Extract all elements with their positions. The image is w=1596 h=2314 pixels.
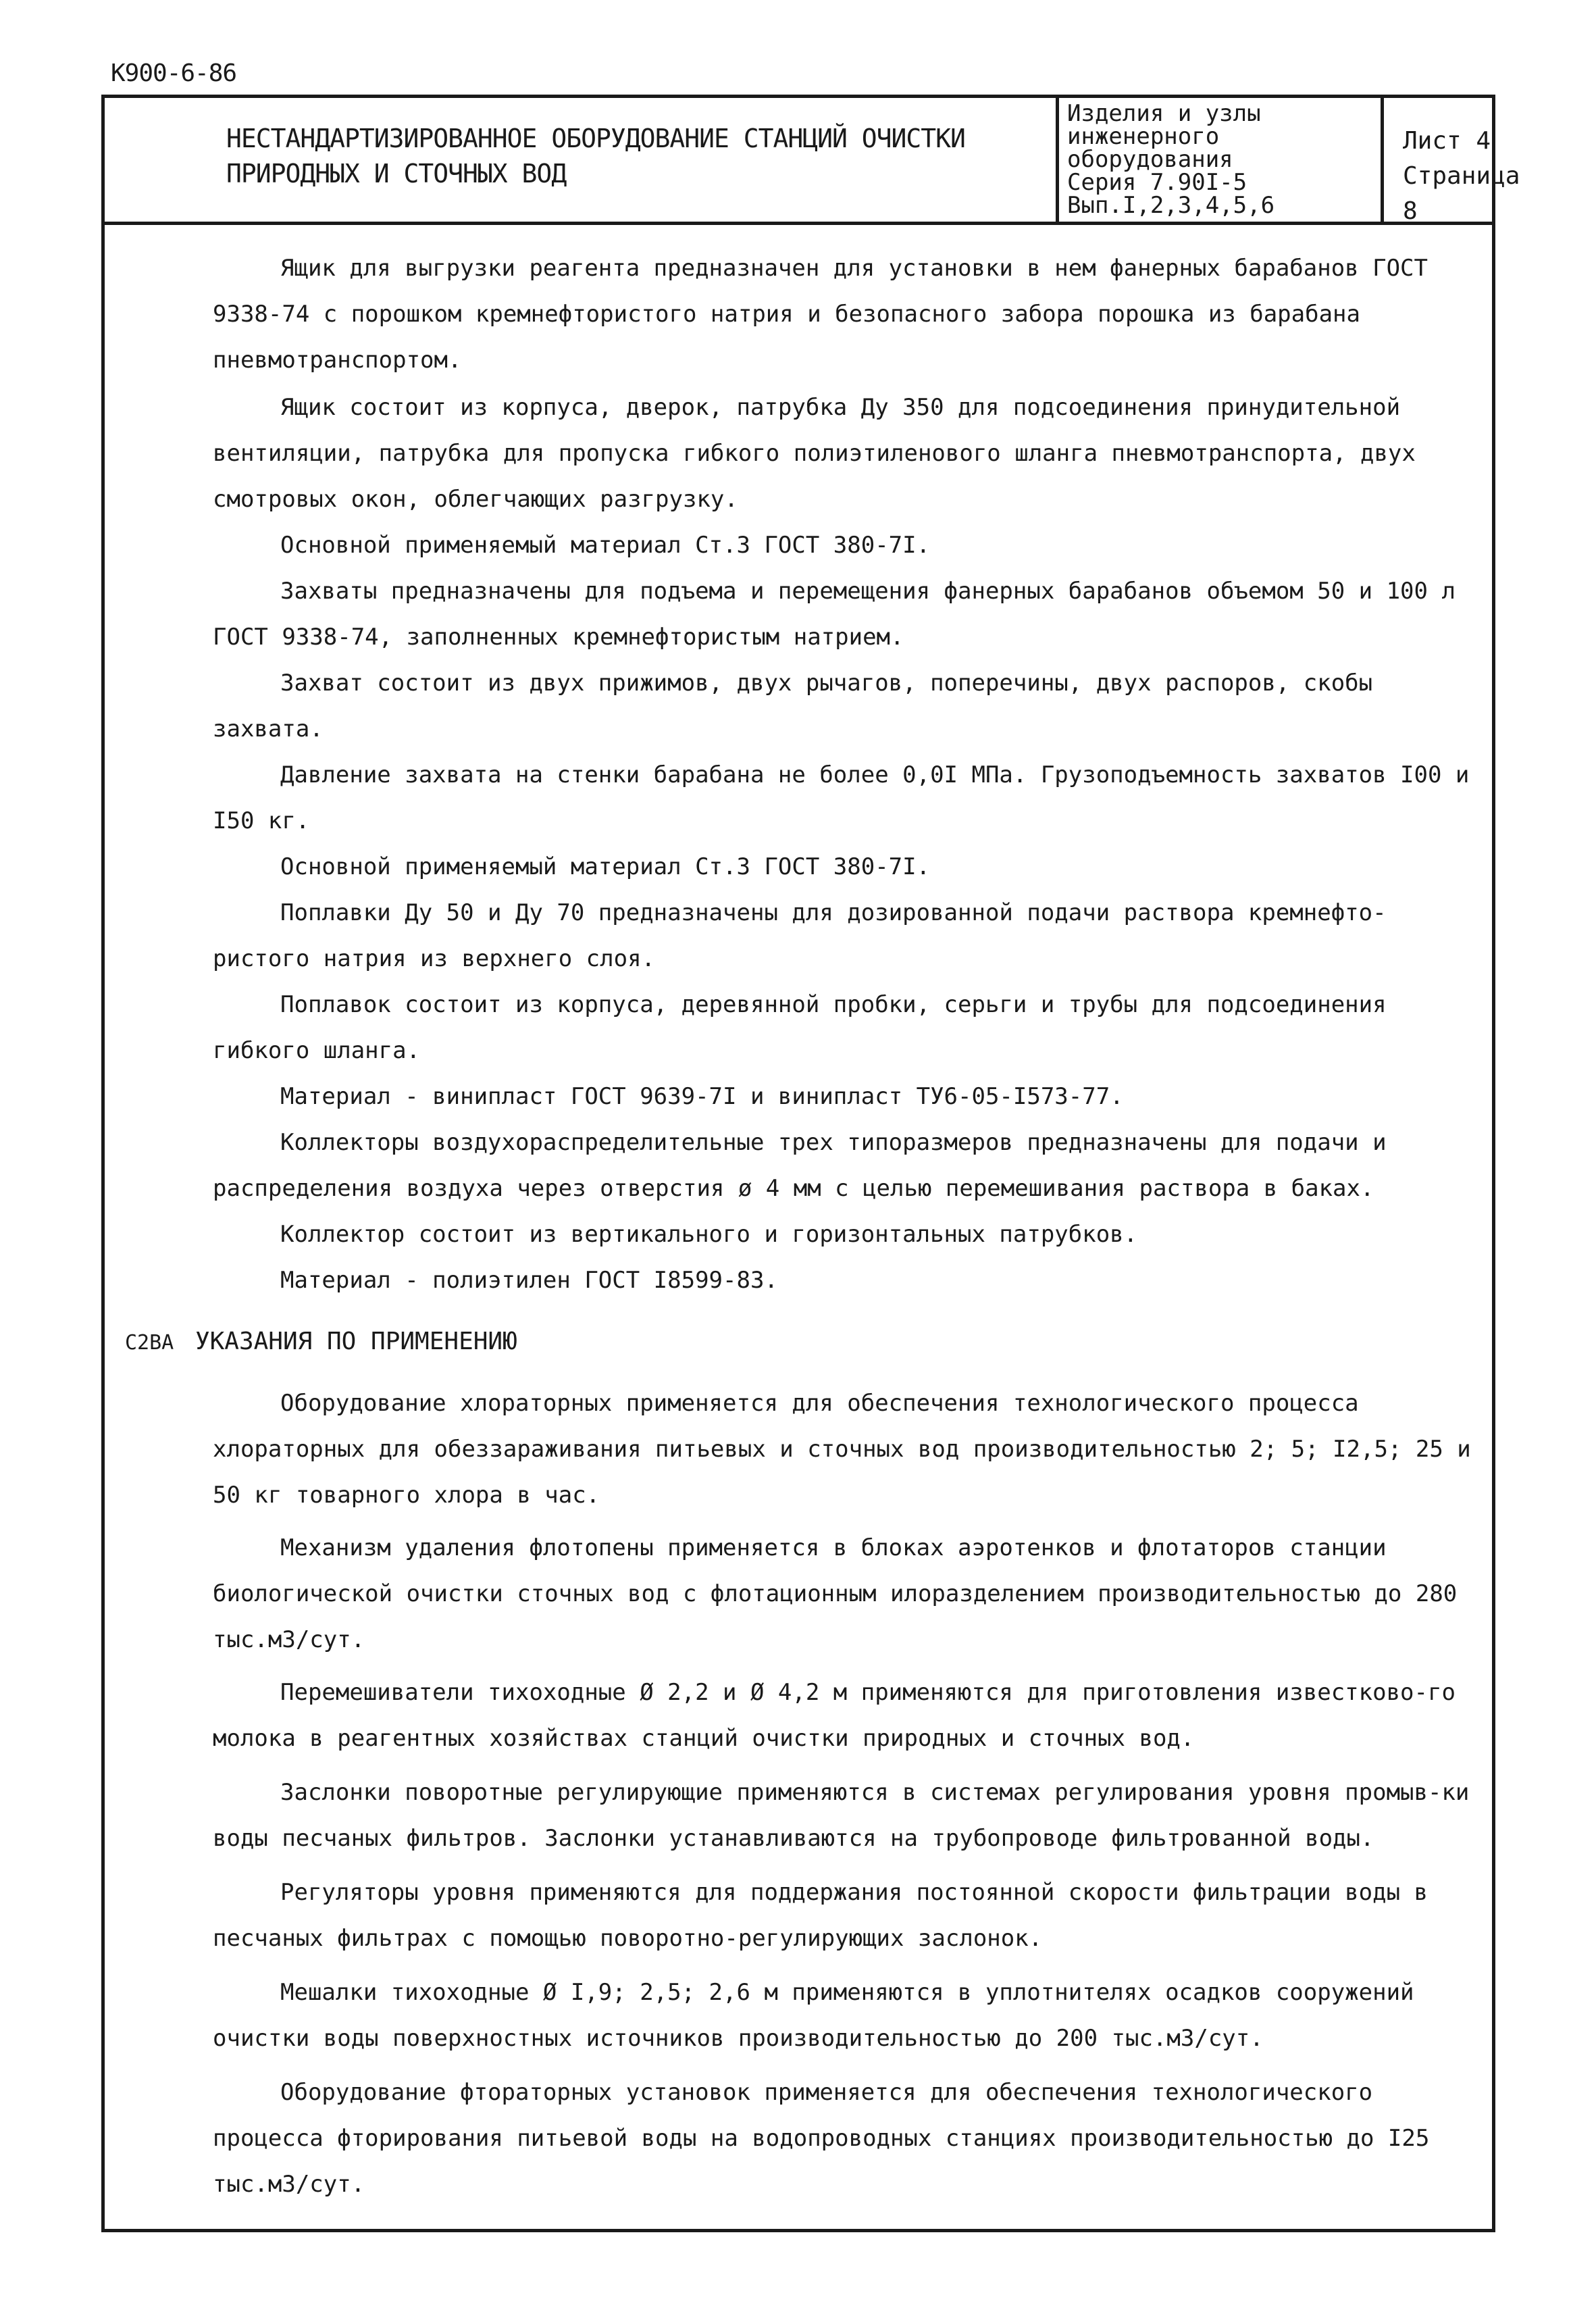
section-title: УКАЗАНИЯ ПО ПРИМЕНЕНИЮ: [195, 1328, 517, 1355]
paragraph: Основной применяемый материал Ст.3 ГОСТ 380-7I.: [280, 853, 931, 880]
paragraph: Ящик состоит из корпуса, дверок, патрубка Ду 350 для подсоединения принудительной вентиляции, патрубка для пропуска гибкого полиэтиленового шланга пневмотранспорта, двух смотровых окон, облегчающих разгрузку.: [213, 394, 1416, 513]
paragraph: Поплавки Ду 50 и Ду 70 предназначены для дозированной подачи раствора кремнефто-ристого натрия из верхнего слоя.: [213, 899, 1387, 972]
paragraph: Захват состоит из двух прижимов, двух рычагов, поперечины, двух распоров, скобы захвата.: [213, 670, 1373, 743]
paragraph: Давление захвата на стенки барабана не более 0,0I МПа. Грузоподъемность захватов I00 и I50 кг.: [213, 761, 1470, 834]
paragraph: Коллектор состоит из вертикального и горизонтальных патрубков.: [280, 1221, 1138, 1248]
paragraph: Мешалки тихоходные Ø I,9; 2,5; 2,6 м применяются в уплотнителях осадков сооружений очистки воды поверхностных источников производительностью до 200 тыс.м3/сут.: [213, 1979, 1414, 2052]
paragraph: Заслонки поворотные регулирующие применяются в системах регулирования уровня промыв-ки воды песчаных фильтров. Заслонки устанавливаются на трубопроводе фильтрованной воды.: [213, 1779, 1470, 1852]
section-code: С2ВА: [125, 1331, 174, 1355]
paragraph: Захваты предназначены для подъема и перемещения фанерных барабанов объемом 50 и 100 л ГОСТ 9338-74, заполненных кремнефтористым натрием.: [213, 578, 1456, 651]
paragraph: Коллекторы воздухораспределительные трех типоразмеров предназначены для подачи и распределения воздуха через отверстия ø 4 мм с целью перемешивания раствора в баках.: [213, 1129, 1387, 1202]
title-block: [105, 98, 1520, 225]
paragraph: Оборудование фтораторных установок применяется для обеспечения технологического процесса фторирования питьевой воды на водопроводных станциях производительностью до I25 тыс.м3/сут.: [213, 2079, 1430, 2198]
series-line: Серия 7.90I-5: [1067, 169, 1247, 196]
paragraph: Регуляторы уровня применяются для поддержания постоянной скорости фильтрации воды в песчаных фильтрах с помощью поворотно-регулирующих заслонок.: [213, 1879, 1428, 1952]
page-frame: [101, 95, 1520, 2232]
paragraph: Поплавок состоит из корпуса, деревянной пробки, серьги и трубы для подсоединения гибкого шланга.: [213, 991, 1387, 1064]
paragraph: Ящик для выгрузки реагента предназначен для установки в нем фанерных барабанов ГОСТ 9338-74 с порошком кремнефтористого натрия и безопасного забора порошка из барабана пневмотранспортом.: [213, 255, 1428, 374]
paragraph: Оборудование хлораторных применяется для обеспечения технологического процесса хлораторных для обеззараживания питьевых и сточных вод производительностью 2; 5; I2,5; 25 и 50 кг товарного хлора в час.: [213, 1390, 1471, 1509]
paragraph: Материал - полиэтилен ГОСТ I8599-83.: [280, 1267, 778, 1294]
series-line: Изделия и узлы: [1067, 100, 1261, 127]
paragraph: Основной применяемый материал Ст.3 ГОСТ 380-7I.: [280, 532, 931, 559]
paragraph: Перемешиватели тихоходные Ø 2,2 и Ø 4,2 м применяются для приготовления известково-го молока в реагентных хозяйствах станций очистки природных и сточных вод.: [213, 1679, 1456, 1752]
document-title: [226, 121, 965, 191]
series-box: [1056, 98, 1384, 222]
section-heading: [125, 1328, 517, 1355]
sheet-box: [1403, 124, 1520, 229]
document-code: К900-6-86: [111, 59, 237, 87]
title-line: ПРИРОДНЫХ И СТОЧНЫХ ВОД: [226, 159, 567, 188]
series-line: оборудования: [1067, 146, 1233, 173]
title-line: НЕСТАНДАРТИЗИРОВАННОЕ ОБОРУДОВАНИЕ СТАНЦИЙ ОЧИСТКИ: [226, 124, 965, 153]
sheet-number: Лист 4: [1403, 127, 1491, 155]
page-number: Страница 8: [1403, 162, 1520, 225]
paragraph: Материал - винипласт ГОСТ 9639-7I и винипласт ТУ6-05-I573-77.: [280, 1083, 1124, 1110]
paragraph: Механизм удаления флотопены применяется в блоках аэротенков и флотаторов станции биологической очистки сточных вод с флотационным илоразделением производительностью до 280 тыс.м3/сут.: [213, 1534, 1458, 1653]
series-line: Вып.I,2,3,4,5,6: [1067, 192, 1275, 219]
series-line: инженерного: [1067, 123, 1220, 150]
